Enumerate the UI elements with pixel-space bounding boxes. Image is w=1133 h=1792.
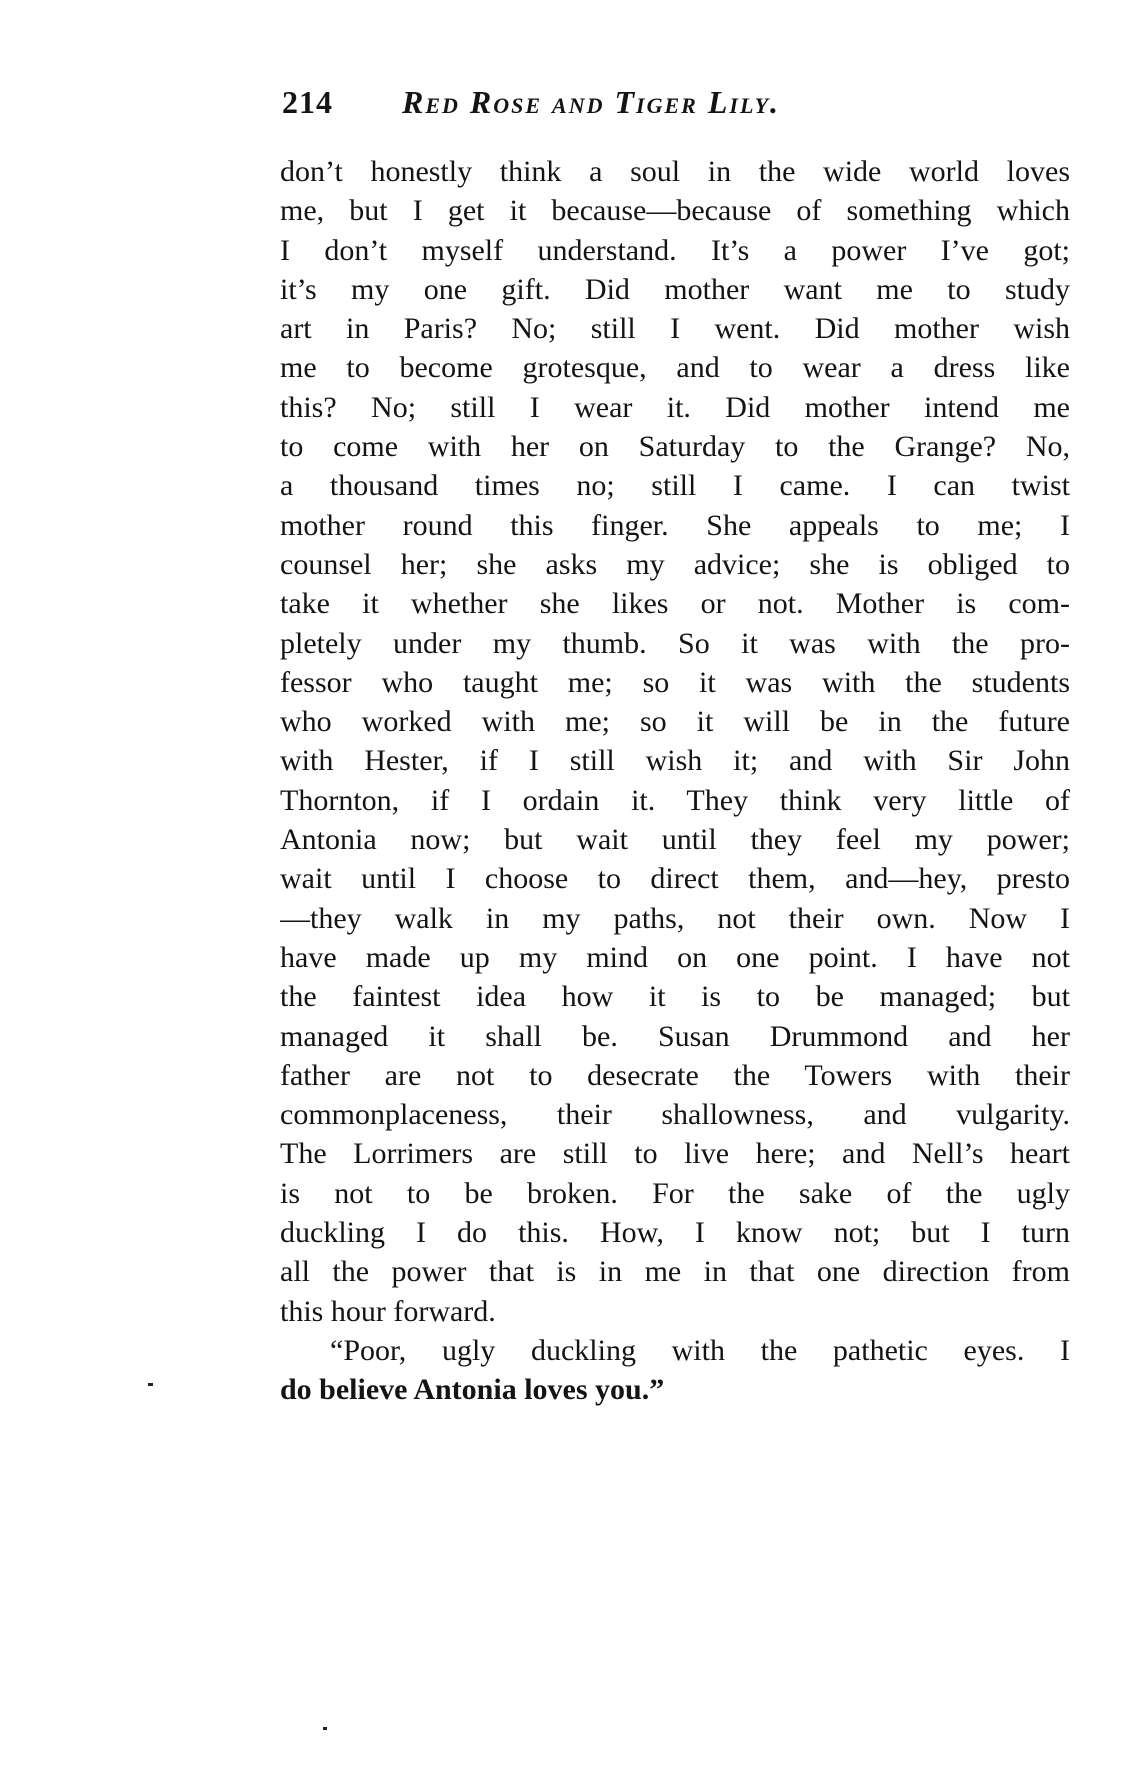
text-line: commonplaceness, their shallowness, and vulgarity. bbox=[280, 1098, 1070, 1132]
text-line: to come with her on Saturday to the Grange? No, bbox=[280, 430, 1070, 464]
text-line: The Lorrimers are still to live here; and Nell’s heart bbox=[280, 1137, 1070, 1171]
text-line: I don’t myself understand. It’s a power I’ve got; bbox=[280, 233, 1070, 267]
text-line: Thornton, if I ordain it. They think very little of bbox=[280, 783, 1070, 817]
running-title: Red Rose and Tiger Lily. bbox=[402, 84, 781, 120]
page-header bbox=[282, 84, 1072, 134]
text-line: —they walk in my paths, not their own. Now I bbox=[280, 901, 1070, 935]
text-line: mother round this finger. She appeals to me; I bbox=[280, 508, 1070, 542]
body-text bbox=[280, 152, 1070, 1410]
text-line: is not to be broken. For the sake of the ugly bbox=[280, 1176, 1070, 1210]
text-line: fessor who taught me; so it was with the students bbox=[280, 665, 1070, 699]
ink-speck bbox=[148, 1383, 153, 1386]
text-line: duckling I do this. How, I know not; but I turn bbox=[280, 1216, 1070, 1250]
page-number: 214 bbox=[282, 84, 333, 120]
text-line: have made up my mind on one point. I have not bbox=[280, 940, 1070, 974]
paragraph-2 bbox=[280, 1331, 1070, 1410]
text-line: a thousand times no; still I came. I can twist bbox=[280, 469, 1070, 503]
text-line: wait until I choose to direct them, and—hey, presto bbox=[280, 862, 1070, 896]
text-line: counsel her; she asks my advice; she is obliged to bbox=[280, 547, 1070, 581]
text-line: me to become grotesque, and to wear a dress like bbox=[280, 351, 1070, 385]
text-line: pletely under my thumb. So it was with the pro- bbox=[280, 626, 1070, 660]
text-line: who worked with me; so it will be in the future bbox=[280, 705, 1070, 739]
text-line: all the power that is in me in that one direction from bbox=[280, 1255, 1070, 1289]
text-line: take it whether she likes or not. Mother is com- bbox=[280, 587, 1070, 621]
text-line: this hour forward. bbox=[280, 1294, 496, 1328]
text-line: with Hester, if I still wish it; and with Sir John bbox=[280, 744, 1070, 778]
paragraph-1 bbox=[280, 152, 1070, 1331]
text-line: father are not to desecrate the Towers with their bbox=[280, 1058, 1070, 1092]
text-line: managed it shall be. Susan Drummond and her bbox=[280, 1019, 1070, 1053]
text-line: me, but I get it because—because of something which bbox=[280, 194, 1070, 228]
text-line: this? No; still I wear it. Did mother intend me bbox=[280, 390, 1070, 424]
text-line: Antonia now; but wait until they feel my power; bbox=[280, 823, 1070, 857]
text-line: art in Paris? No; still I went. Did mother wish bbox=[280, 312, 1070, 346]
text-line: “Poor, ugly duckling with the pathetic eyes. I bbox=[330, 1333, 1070, 1367]
text-line: do believe Antonia loves you.” bbox=[280, 1373, 665, 1407]
text-line: it’s my one gift. Did mother want me to study bbox=[280, 272, 1070, 306]
text-line: the faintest idea how it is to be managed; but bbox=[280, 980, 1070, 1014]
ink-speck bbox=[323, 1727, 327, 1730]
text-line: don’t honestly think a soul in the wide world loves bbox=[280, 155, 1070, 188]
